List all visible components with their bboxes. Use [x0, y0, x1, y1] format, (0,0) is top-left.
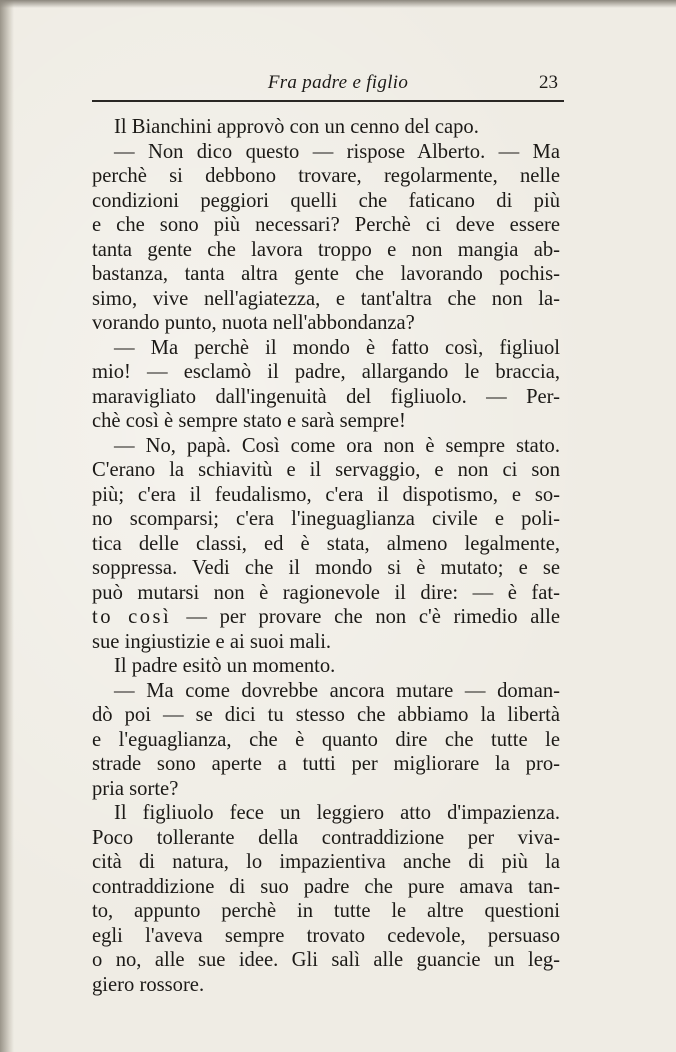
text-line: chè così è sempre stato e sarà sempre!	[92, 410, 406, 432]
text-line: to, appunto perchè in tutte le altre questioni	[92, 900, 560, 922]
text-line: — Non dico questo — rispose Alberto. — Ma	[114, 140, 560, 163]
text-line: cità di natura, lo impazientiva anche di più la	[92, 851, 560, 873]
text-line: tanta gente che lavora troppo e non mangia ab-	[92, 238, 560, 261]
text-line: — Ma come dovrebbe ancora mutare — doman-	[114, 679, 560, 702]
text-line: Poco tollerante della contraddizione per viva-	[92, 826, 560, 849]
emphasis-spaced: to così	[92, 606, 187, 628]
text-line: Il figliuolo fece un leggiero atto d'impazienza.	[114, 802, 560, 824]
text-line: tica delle classi, ed è stata, almeno legalmente,	[92, 532, 560, 555]
page-binding-edge	[0, 0, 14, 1052]
text-line: pria sorte?	[92, 777, 179, 800]
text-line: e che sono più necessari? Perchè ci deve essere	[92, 214, 560, 236]
text-line: Il Bianchini approvò con un cenno del capo.	[114, 116, 479, 138]
text-line: egli l'aveva sempre trovato cedevole, persuaso	[92, 924, 560, 947]
text-line: e l'eguaglianza, che è quanto dire che tutte le	[92, 728, 560, 751]
body-text	[92, 115, 560, 997]
text-line: o no, alle sue idee. Gli salì alle guancie un leg-	[92, 949, 560, 971]
text-line: strade sono aperte a tutti per migliorare la pro-	[92, 753, 560, 775]
text-line: contraddizione di suo padre che pure amava tan-	[92, 875, 560, 898]
text-line: vorando punto, nuota nell'abbondanza?	[92, 312, 415, 334]
text-line: dò poi — se dici tu stesso che abbiamo la libertà	[92, 704, 560, 726]
text-line: sue ingiustizie e ai suoi mali.	[92, 630, 332, 653]
text-line: bastanza, tanta altra gente che lavorando pochis-	[92, 263, 560, 285]
text-line: mio! — esclamò il padre, allargando le braccia,	[92, 361, 560, 383]
page-number: 23	[539, 72, 558, 93]
text-line: Il padre esitò un momento.	[114, 655, 336, 677]
text-line: C'erano la schiavitù e il servaggio, e non ci son	[92, 459, 560, 481]
text-line: — Ma perchè il mondo è fatto così, figliuol	[114, 336, 560, 359]
running-title: Fra padre e figlio	[267, 72, 409, 93]
text-line: perchè si debbono trovare, regolarmente, nelle	[92, 165, 560, 187]
text-line: soppressa. Vedi che il mondo si è mutato; e se	[92, 557, 560, 579]
text-line: più; c'era il feudalismo, c'era il dispotismo, e so-	[92, 483, 560, 506]
text-line: no scomparsi; c'era l'ineguaglianza civile e poli-	[92, 508, 560, 530]
page-top-edge	[0, 0, 676, 8]
text-line	[92, 605, 560, 630]
text-line: simo, vive nell'agiatezza, e tant'altra che non la-	[92, 287, 560, 310]
text-line: condizioni peggiori quelli che faticano di più	[92, 189, 560, 212]
text-line: giero rossore.	[92, 973, 205, 996]
text-line: maravigliato dall'ingenuità del figliuolo. — Per-	[92, 385, 560, 408]
header-rule	[92, 100, 564, 102]
line-rest: — per provare che non c'è rimedio alle	[186, 606, 560, 628]
page-header	[92, 72, 564, 96]
text-line: può mutarsi non è ragionevole il dire: — è fat-	[92, 581, 560, 604]
text-line: — No, papà. Così come ora non è sempre stato.	[114, 434, 560, 457]
